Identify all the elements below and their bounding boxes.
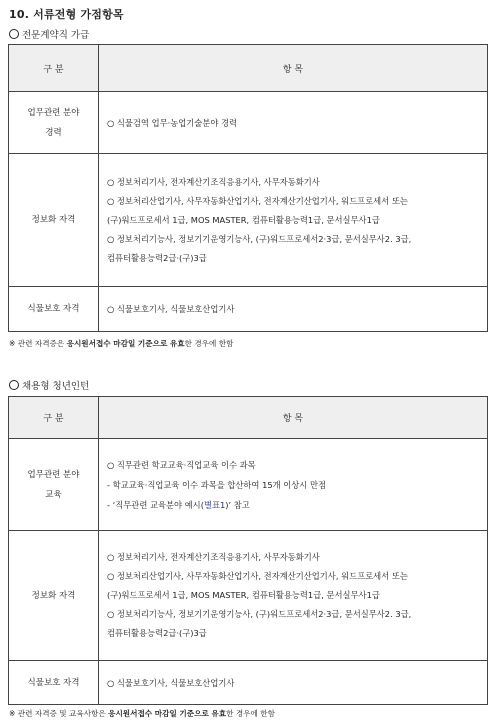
note-emphasis: 응시원서접수 마감일 기준으로 유효 bbox=[108, 709, 227, 718]
item-line: ○ 식물보호기사, 식물보호산업기사 bbox=[107, 304, 235, 314]
section2-table bbox=[8, 396, 488, 705]
item-line: 컴퓨터활용능력2급·(구)3급 bbox=[107, 628, 207, 638]
item-line: ○ 식물검역 업무·농업기술분야 경력 bbox=[107, 117, 237, 128]
item-line-with-reference bbox=[107, 495, 483, 515]
item-line: ○ 정보처리기능사, 정보기기운영기능사, (구)워드프로세서2·3급, 문서실무사2. 3급, bbox=[107, 233, 412, 244]
item-line: ○ 정보처리산업기사, 사무자동화산업기사, 전자계산기산업기사, 워드프로세서 또는 bbox=[107, 571, 408, 581]
section2-title-row bbox=[9, 378, 89, 392]
section2-row-education-category bbox=[9, 439, 99, 531]
item-line: ○ 정보처리기능사, 정보기기운영기능사, (구)워드프로세서2·3급, 문서실무사2. 3급, bbox=[107, 609, 412, 619]
category-line: 업무관련 분야 bbox=[27, 107, 80, 118]
note-prefix: ※ 관련 자격증은 bbox=[9, 339, 67, 348]
section2-row-it-cert bbox=[9, 531, 488, 661]
reference-suffix: )’ 참고 bbox=[225, 499, 250, 510]
section1-header-row bbox=[9, 45, 488, 92]
section2-header-items: 항 목 bbox=[99, 397, 488, 439]
note-prefix: ※ 관련 자격증 및 교육사항은 bbox=[9, 709, 109, 718]
category-line: 경력 bbox=[45, 127, 62, 138]
section1-row-plant-cert-category: 식물보호 자격 bbox=[9, 287, 99, 332]
section2-row-plant-cert-category: 식물보호 자격 bbox=[9, 661, 99, 705]
section1-note bbox=[9, 338, 233, 349]
section2-row-education-items bbox=[99, 439, 488, 531]
section1-row-it-cert-items bbox=[99, 154, 488, 287]
item-line: (구)워드프로세서 1급, MOS MASTER, 컴퓨터활용능력1급, 문서실무사1급 bbox=[107, 590, 380, 600]
section1-header-items: 항 목 bbox=[99, 45, 488, 92]
section2-header-row bbox=[9, 397, 488, 439]
main-title: 10. 서류전형 가점항목 bbox=[9, 8, 124, 21]
section2-title: 채용형 청년인턴 bbox=[22, 381, 90, 392]
item-line: ○ 정보처리산업기사, 사무자동화산업기사, 전자계산기산업기사, 워드프로세서 또는 bbox=[107, 195, 408, 206]
section1-row-plant-cert bbox=[9, 287, 488, 332]
section1-row-career-items bbox=[99, 92, 488, 154]
note-emphasis: 응시원서접수 마감일 기준으로 유효 bbox=[66, 339, 185, 348]
section1-header-category: 구 분 bbox=[9, 45, 99, 92]
category-line: 교육 bbox=[45, 489, 62, 500]
section2-row-plant-cert bbox=[9, 661, 488, 705]
note-suffix: 한 경우에 한함 bbox=[226, 709, 275, 718]
section1-title-row bbox=[9, 27, 89, 41]
reference-prefix: - ‘직무관련 교육분야 예시( bbox=[107, 499, 204, 510]
section1-row-it-cert-category: 정보화 자격 bbox=[9, 154, 99, 287]
item-line: ○ 정보처리기사, 전자계산기조직응용기사, 사무자동화기사 bbox=[107, 552, 320, 562]
section2-row-plant-cert-items bbox=[99, 661, 488, 705]
circle-bullet-icon bbox=[9, 380, 19, 390]
section1-table bbox=[8, 44, 488, 332]
item-line: (구)워드프로세서 1급, MOS MASTER, 컴퓨터활용능력1급, 문서실무사1급 bbox=[107, 214, 380, 225]
section2-note bbox=[9, 708, 275, 719]
section1-title: 전문계약직 가급 bbox=[22, 30, 90, 41]
category-line: 업무관련 분야 bbox=[27, 469, 80, 480]
note-suffix: 한 경우에 한함 bbox=[184, 339, 234, 348]
section1-row-career-category bbox=[9, 92, 99, 154]
circle-bullet-icon bbox=[9, 29, 19, 39]
section2-header-category: 구 분 bbox=[9, 397, 99, 439]
section1-row-it-cert bbox=[9, 154, 488, 287]
item-line: 컴퓨터활용능력2급·(구)3급 bbox=[107, 252, 207, 263]
section2-row-it-cert-items bbox=[99, 531, 488, 661]
section1-row-career bbox=[9, 92, 488, 154]
section2-row-it-cert-category: 정보화 자격 bbox=[9, 531, 99, 661]
item-line: ○ 정보처리기사, 전자계산기조직응용기사, 사무자동화기사 bbox=[107, 176, 320, 187]
item-line: ○ 직무관련 학교교육·직업교육 이수 과목 bbox=[107, 459, 256, 470]
item-line: - 학교교육·직업교육 이수 과목을 합산하여 15개 이상시 만점 bbox=[107, 479, 326, 490]
item-line: ○ 식물보호기사, 식물보호산업기사 bbox=[107, 677, 235, 688]
section2-row-education bbox=[9, 439, 488, 531]
section1-row-plant-cert-items bbox=[99, 287, 488, 332]
appendix-reference: 별표1 bbox=[203, 499, 226, 510]
